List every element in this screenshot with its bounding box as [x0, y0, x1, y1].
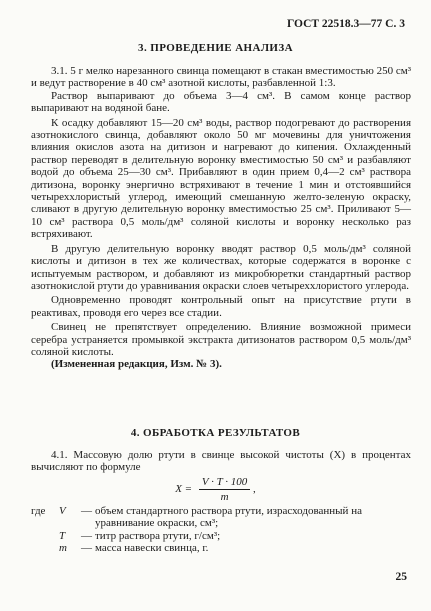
definitions	[31, 505, 411, 555]
definition-row	[31, 505, 411, 530]
definition-dash: —	[81, 542, 92, 555]
definition-dash: —	[81, 505, 92, 517]
where-label: где	[31, 505, 46, 517]
definition-row	[31, 542, 411, 554]
paragraph-standard: В другую делительную воронку вводят раствор 0,5 моль/дм³ соляной кислоты и дитизон в тех же количествах, которые содержатся в воронке с испытуемым раствором, и добавляют из микробюретки стандартный раствор азотнокислой ртути до уравнивания окраски слоев четыреххлористого углерода.	[31, 242, 411, 292]
paragraph-control: Одновременно проводят контрольный опыт на присутствие ртути в реактивах, проводя его через все стадии.	[31, 294, 411, 319]
section-3-title: 3. ПРОВЕДЕНИЕ АНАЛИЗА	[138, 42, 293, 54]
formula-lhs: X =	[175, 483, 193, 496]
definition-text: масса навески свинца, г.	[95, 542, 209, 555]
definition-symbol: V	[59, 505, 66, 517]
definition-row	[31, 530, 411, 542]
section-4-title: 4. ОБРАБОТКА РЕЗУЛЬТАТОВ	[130, 427, 301, 439]
formula-numerator: V · T · 100	[199, 476, 250, 490]
paragraph-3-1: 3.1. 5 г мелко нарезанного свинца помещают в стакан вместимостью 250 см³ и ведут растворение в 40 см³ азотной кислоты, разбавленной 1:3.	[31, 65, 411, 90]
page-number: 25	[395, 571, 407, 583]
definition-symbol: m	[59, 542, 67, 555]
paragraph-4-1: 4.1. Массовую долю ртути в свинце высокой чистоты (X) в процентах вычисляют по формуле	[31, 449, 411, 474]
formula-denominator: m	[220, 491, 229, 503]
definition-dash: —	[81, 529, 92, 542]
formula-fraction	[199, 476, 250, 503]
definition-text: объем стандартного раствора ртути, израсходованный на уравнивание окраски, см³;	[95, 505, 362, 530]
paragraph-evaporation: Раствор выпаривают до объема 3—4 см³. В самом конце раствор выпаривают на водяной бане.	[31, 89, 411, 115]
definition-symbol: T	[59, 529, 66, 542]
paragraph-interference: Свинец не препятствует определению. Влияние возможной примеси серебра устраняется промывкой экстракта дитизонатов раствором 0,5 моль/дм³ соляной кислоты.	[31, 321, 411, 358]
revision-note: (Измененная редакция, Изм. № 3).	[51, 358, 222, 371]
section-4-body	[31, 449, 411, 474]
section-3-body	[31, 65, 411, 371]
paragraph-procedure: К осадку добавляют 15—20 см³ воды, раствор подогревают до растворения азотнокислого свинца, добавляют около 50 мг мочевины для уничтожения влияния окислов азота на дитизон и нагревают до кипения. Охлажденный раствор переводят в делительную воронку вместимостью 50 см³ и разбавляют водой до объема 25—30 см³. Прибавляют в один прием 0,4—2 см³ раствора дитизона, воронку энергично встряхивают в течение 1 мин и отстоявшийся четыреххлористый углерод, имеющий смешанную желто-зеленую окраску, сливают в другую делительную воронку вместимостью 25 см³. Приливают 5—10 см³ раствора 0,5 моль/дм³ соляной кислоты и воронку несколько раз встряхивают.	[31, 116, 411, 241]
page-header: ГОСТ 22518.3—77 С. 3	[286, 18, 405, 30]
definition-text: титр раствора ртути, г/см³;	[95, 529, 221, 542]
formula-tail: ,	[253, 483, 256, 496]
formula	[0, 476, 431, 503]
